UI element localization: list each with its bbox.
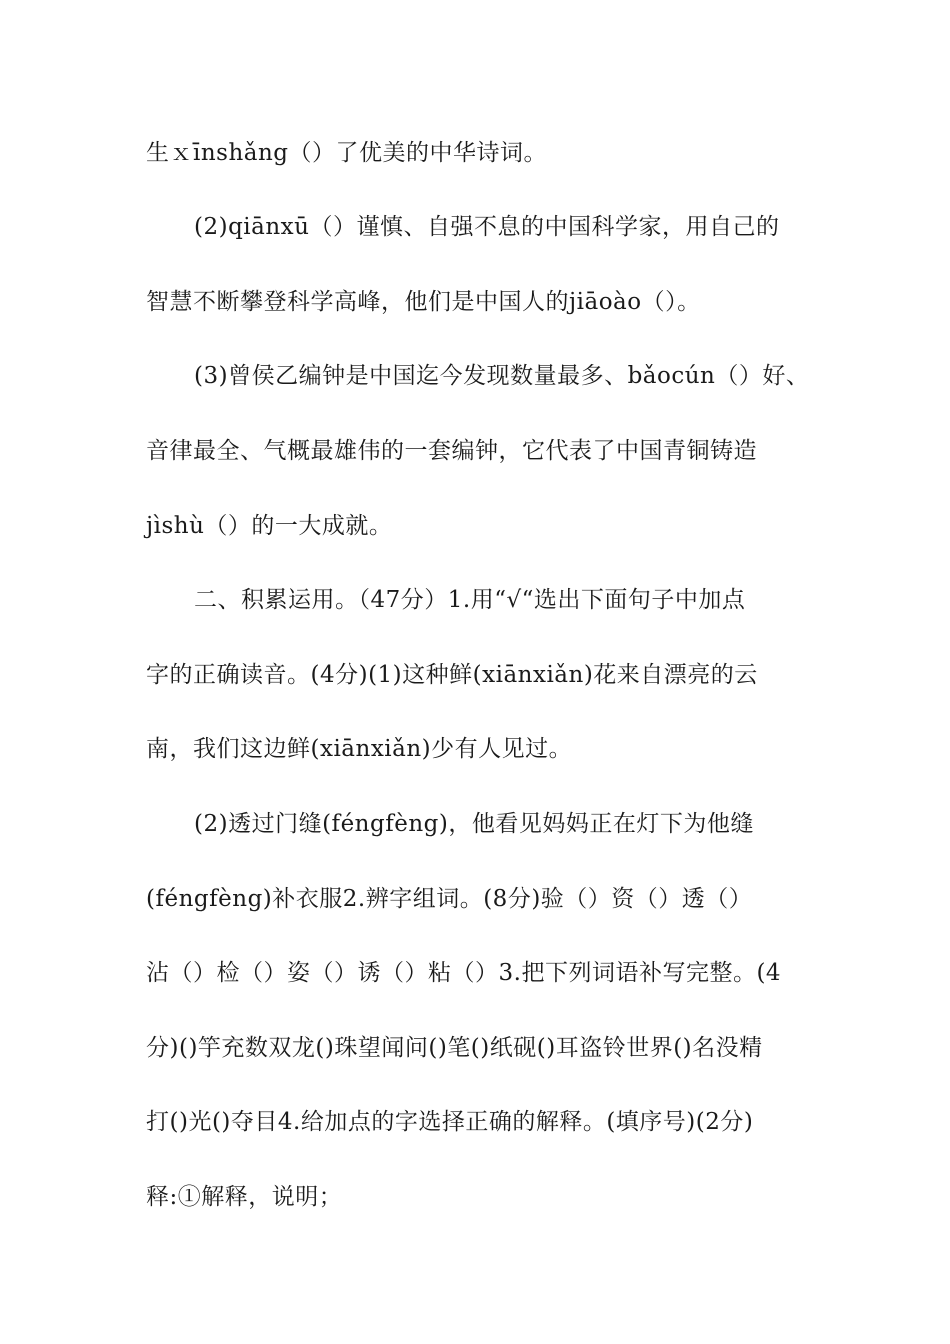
text-line-8: 字的正确读音。(4分)(1)这种鲜(xiānxiǎn)花来自漂亮的云 xyxy=(146,662,758,688)
text-line-13: 分)()竽充数双龙()珠望闻问()笔()纸砚()耳盗铃世界()名没精 xyxy=(146,1035,763,1061)
text-line-1: 生ｘīnshǎng（）了优美的中华诗词。 xyxy=(146,140,548,166)
text-line-5: 音律最全、气概最雄伟的一套编钟，它代表了中国青铜铸造 xyxy=(146,438,757,464)
text-line-10: (2)透过门缝(féngfèng)，他看见妈妈正在灯下为他缝 xyxy=(194,811,754,837)
text-line-7: 二、积累运用。（47分）1.用“√“选出下面句子中加点 xyxy=(194,587,746,613)
text-line-15: 释:①解释，说明； xyxy=(146,1184,343,1210)
text-line-9: 南，我们这边鲜(xiānxiǎn)少有人见过。 xyxy=(146,736,573,762)
text-line-3: 智慧不断攀登科学高峰，他们是中国人的jiāoào（）。 xyxy=(146,289,701,315)
text-line-11: (féngfèng)补衣服2.辨字组词。(8分)验（）资（）透（） xyxy=(146,886,753,912)
text-line-2: (2)qiānxū（）谨慎、自强不息的中国科学家，用自己的 xyxy=(194,214,780,240)
text-line-4: (3)曾侯乙编钟是中国迄今发现数量最多、bǎocún（）好、 xyxy=(194,363,810,389)
text-line-14: 打()光()夺目4.给加点的字选择正确的解释。(填序号)(2分) xyxy=(146,1109,754,1135)
text-line-12: 沾（）检（）姿（）诱（）粘（）3.把下列词语补写完整。(4 xyxy=(146,960,782,986)
text-line-6: jìshù（）的一大成就。 xyxy=(146,513,393,539)
